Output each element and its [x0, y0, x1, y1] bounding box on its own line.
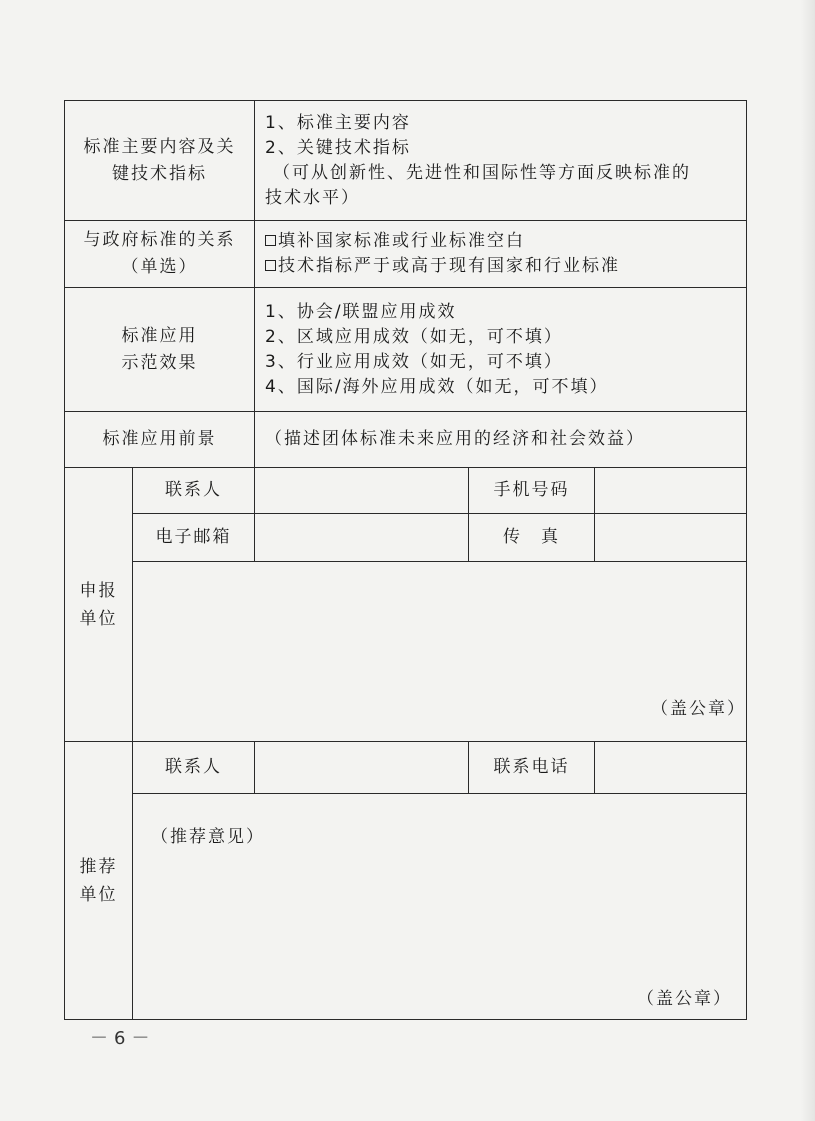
- label-line: 申报: [79, 580, 118, 601]
- option-label: 填补国家标准或行业标准空白: [278, 231, 525, 251]
- opinion-label: （推荐意见）: [151, 827, 265, 847]
- label-applicant: [65, 468, 133, 742]
- content-item: 2、关键技术指标: [265, 137, 411, 158]
- label-line: 单位: [79, 884, 118, 905]
- recommender-contact-field[interactable]: [255, 742, 469, 794]
- main-content-cell[interactable]: [255, 101, 747, 221]
- content-hint: 技术水平）: [265, 187, 360, 208]
- label-recommender: [65, 742, 133, 1020]
- applicant-mobile-field[interactable]: [595, 468, 747, 514]
- row-main-content: [65, 101, 747, 221]
- label-line: （单选）: [121, 257, 198, 277]
- prospect-hint: （描述团体标准未来应用的经济和社会效益）: [265, 429, 645, 449]
- label-line: 与政府标准的关系: [83, 230, 236, 250]
- label-line: 标准应用: [121, 325, 198, 346]
- content-item: 3、行业应用成效（如无，可不填）: [265, 351, 563, 372]
- applicant-seal-area[interactable]: [133, 562, 747, 742]
- relation-options-cell: [255, 221, 747, 288]
- label-contact: 联系人: [133, 468, 255, 514]
- seal-label: （盖公章）: [637, 989, 733, 1009]
- relation-option[interactable]: [265, 229, 746, 254]
- label-line: 推荐: [79, 856, 118, 877]
- content-item: 1、标准主要内容: [265, 112, 411, 133]
- relation-option[interactable]: [265, 254, 746, 279]
- label-main-content: [65, 101, 255, 221]
- row-applicant-contact: [65, 468, 747, 514]
- application-form-table: [64, 100, 747, 1020]
- row-prospect: [65, 412, 747, 468]
- label-line: 键技术指标: [112, 163, 207, 184]
- page-number: －6－: [90, 1028, 156, 1049]
- recommender-phone-field[interactable]: [595, 742, 747, 794]
- label-demo-effect: [65, 288, 255, 412]
- applicant-contact-field[interactable]: [255, 468, 469, 514]
- demo-effect-cell[interactable]: [255, 288, 747, 412]
- label-mobile: 手机号码: [469, 468, 595, 514]
- seal-label: （盖公章）: [651, 699, 747, 719]
- applicant-email-field[interactable]: [255, 514, 469, 562]
- content-item: 2、区域应用成效（如无，可不填）: [265, 326, 563, 347]
- label-line: 单位: [79, 608, 118, 629]
- label-contact: 联系人: [133, 742, 255, 794]
- label-line: 标准主要内容及关: [83, 136, 236, 157]
- label-line: 示范效果: [121, 352, 198, 373]
- row-applicant-email: [65, 514, 747, 562]
- label-fax: 传 真: [469, 514, 595, 562]
- row-relation: [65, 221, 747, 288]
- label-relation: [65, 221, 255, 288]
- row-recommender-opinion: [65, 794, 747, 1020]
- label-prospect: 标准应用前景: [65, 412, 255, 468]
- recommender-opinion-area[interactable]: [133, 794, 747, 1020]
- label-phone: 联系电话: [469, 742, 595, 794]
- content-item: 4、国际/海外应用成效（如无，可不填）: [265, 376, 609, 397]
- row-recommender-contact: [65, 742, 747, 794]
- label-email: 电子邮箱: [133, 514, 255, 562]
- content-item: 1、协会/联盟应用成效: [265, 301, 457, 322]
- page-edge: [801, 0, 815, 1121]
- row-applicant-seal: [65, 562, 747, 742]
- checkbox-icon[interactable]: [265, 260, 276, 271]
- content-hint: （可从创新性、先进性和国际性等方面反映标准的: [273, 162, 691, 183]
- row-demo-effect: [65, 288, 747, 412]
- checkbox-icon[interactable]: [265, 235, 276, 246]
- option-label: 技术指标严于或高于现有国家和行业标准: [278, 256, 620, 276]
- applicant-fax-field[interactable]: [595, 514, 747, 562]
- prospect-cell[interactable]: [255, 412, 747, 468]
